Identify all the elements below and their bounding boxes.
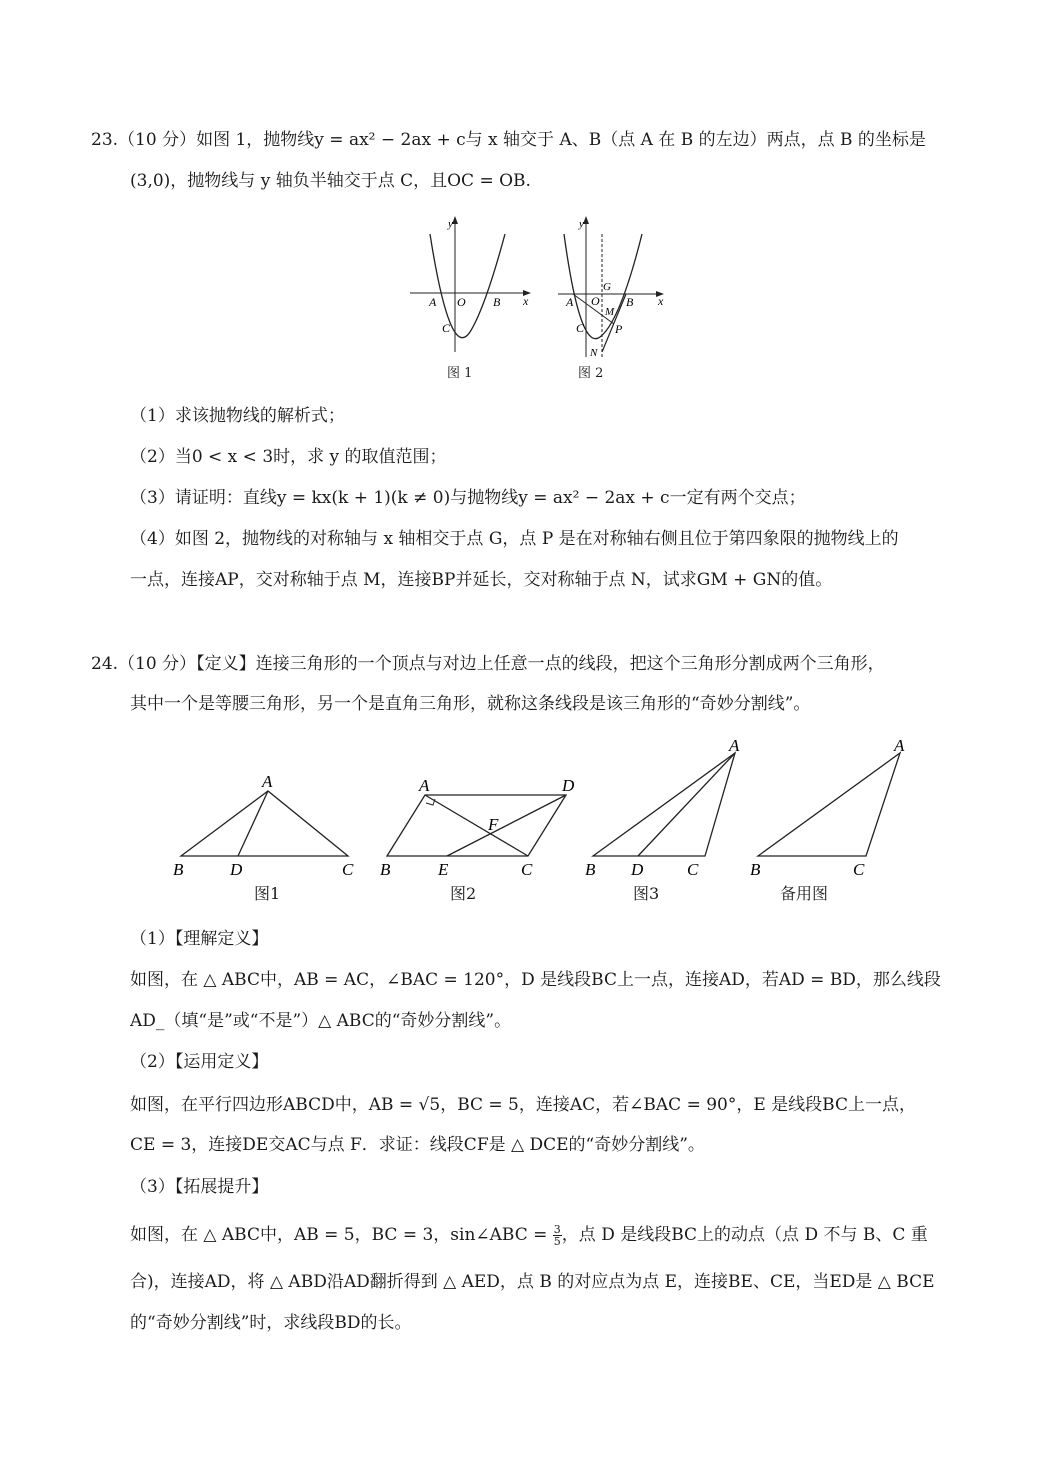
fraction-three-fifths: [553, 1224, 562, 1247]
fraction-numerator: 3: [553, 1223, 561, 1236]
label-B: B: [173, 860, 184, 879]
segment-AD: [238, 791, 268, 856]
q24-fig3-caption: 图3: [633, 884, 660, 903]
label-A: A: [729, 736, 740, 755]
q24-s3-line3: 的“奇妙分割线”时，求线段BD的长。: [130, 1313, 412, 1333]
segment-BN: [602, 294, 626, 352]
label-y: y: [579, 218, 584, 230]
q24-s1-line2: AD_（填“是”或“不是”）△ ABC的“奇妙分割线”。: [130, 1011, 512, 1031]
label-G: G: [603, 281, 611, 293]
q24-fig4-caption: 备用图: [780, 884, 829, 903]
q23-stem-line1: 23.（10 分）如图 1，抛物线y = ax² − 2ax + c与 x 轴交于 A、B（点 A 在 B 的左边）两点，点 B 的坐标是: [91, 130, 926, 150]
q23-figure-2: [548, 212, 673, 362]
label-B: B: [585, 860, 596, 879]
label-A: A: [419, 776, 430, 795]
label-M: M: [605, 306, 615, 318]
segment-AC: [425, 795, 528, 856]
q23-part4-line2: 一点，连接AP，交对称轴于点 M，连接BP并延长，交对称轴于点 N，试求GM + GN的值。: [130, 570, 833, 590]
q23-figure-1: [405, 212, 535, 362]
q24-s2-title: （2）【运用定义】: [130, 1052, 269, 1072]
label-C: C: [576, 321, 585, 335]
label-A: A: [262, 772, 273, 791]
label-B: B: [380, 860, 391, 879]
q24-figures: [160, 733, 960, 883]
label-C: C: [853, 860, 865, 879]
q24-s3-line1-b: ，点 D 是线段BC上的动点（点 D 不与 B、C 重: [561, 1225, 928, 1245]
q23-part4-line1: （4）如图 2，抛物线的对称轴与 x 轴相交于点 G，点 P 是在对称轴右侧且位于第四象限的抛物线上的: [130, 529, 899, 549]
q24-stem-line2: 其中一个是等腰三角形，另一个是直角三角形，就称这条线段是该三角形的“奇妙分割线”。: [130, 694, 811, 714]
label-D: D: [631, 860, 644, 879]
q24-figure-1: [173, 772, 354, 879]
label-P: P: [615, 322, 623, 336]
label-y: y: [448, 218, 453, 230]
q24-s3-line1: [130, 1224, 928, 1247]
label-A: A: [566, 295, 574, 309]
label-A: A: [429, 295, 437, 309]
q23-fig2-caption: 图 2: [578, 366, 604, 381]
segment-DE: [447, 795, 566, 856]
label-F: F: [488, 815, 499, 834]
label-B: B: [493, 295, 501, 309]
q24-s1-line1: 如图，在 △ ABC中，AB = AC，∠BAC = 120°，D 是线段BC上一点，连接AD，若AD = BD，那么线段: [130, 970, 941, 990]
triangle-ABC: [758, 753, 900, 856]
label-x: x: [658, 294, 664, 308]
q24-figure-4: [750, 736, 905, 879]
fraction-denominator: 5: [553, 1235, 561, 1248]
y-axis-arrow: [452, 216, 458, 224]
label-B: B: [626, 295, 634, 309]
q23-stem-line2: (3,0)，抛物线与 y 轴负半轴交于点 C，且OC = OB.: [130, 171, 531, 191]
q23-part1: （1）求该抛物线的解析式；: [130, 406, 345, 426]
q24-stem-line1: 24.（10 分）【定义】连接三角形的一个顶点与对边上任意一点的线段，把这个三角形分割成两个三角形，: [91, 654, 885, 674]
q23-part2: （2）当0 < x < 3时，求 y 的取值范围；: [130, 447, 447, 467]
q24-figure-2: [380, 776, 575, 879]
label-D: D: [562, 776, 575, 795]
label-C: C: [442, 321, 451, 335]
q23-fig1-caption: 图 1: [447, 366, 473, 381]
q24-s3-line1-a: 如图，在 △ ABC中，AB = 5，BC = 3，sin∠ABC =: [130, 1225, 553, 1245]
q24-s2-line2: CE = 3，连接DE交AC与点 F．求证：线段CF是 △ DCE的“奇妙分割线”。: [130, 1135, 705, 1155]
label-D: D: [230, 860, 243, 879]
q24-s3-line2: 合)，连接AD，将 △ ABD沿AD翻折得到 △ AED，点 B 的对应点为点 E，连接BE、CE，当ED是 △ BCE: [130, 1272, 935, 1292]
label-C: C: [342, 860, 354, 879]
q24-fig1-caption: 图1: [254, 884, 281, 903]
q24-s3-title: （3）【拓展提升】: [130, 1177, 269, 1197]
q24-s2-line1: 如图，在平行四边形ABCD中，AB = √5，BC = 5，连接AC，若∠BAC = 90°，E 是线段BC上一点，: [130, 1095, 916, 1115]
label-x: x: [523, 294, 529, 308]
q24-figure-3: [585, 736, 740, 879]
label-C: C: [521, 860, 533, 879]
label-A: A: [894, 736, 905, 755]
label-C: C: [687, 860, 699, 879]
label-O: O: [591, 294, 600, 308]
triangle-ABC: [593, 753, 735, 856]
q23-part3: （3）请证明：直线y = kx(k + 1)(k ≠ 0)与抛物线y = ax² − 2ax + c一定有两个交点；: [130, 488, 806, 508]
triangle-ABC: [181, 791, 348, 856]
label-B: B: [750, 860, 761, 879]
label-O: O: [457, 295, 466, 309]
q24-fig2-caption: 图2: [450, 884, 477, 903]
label-E: E: [438, 860, 449, 879]
label-N: N: [590, 347, 598, 359]
q24-s1-title: （1）【理解定义】: [130, 929, 269, 949]
y-axis-arrow: [583, 216, 589, 224]
